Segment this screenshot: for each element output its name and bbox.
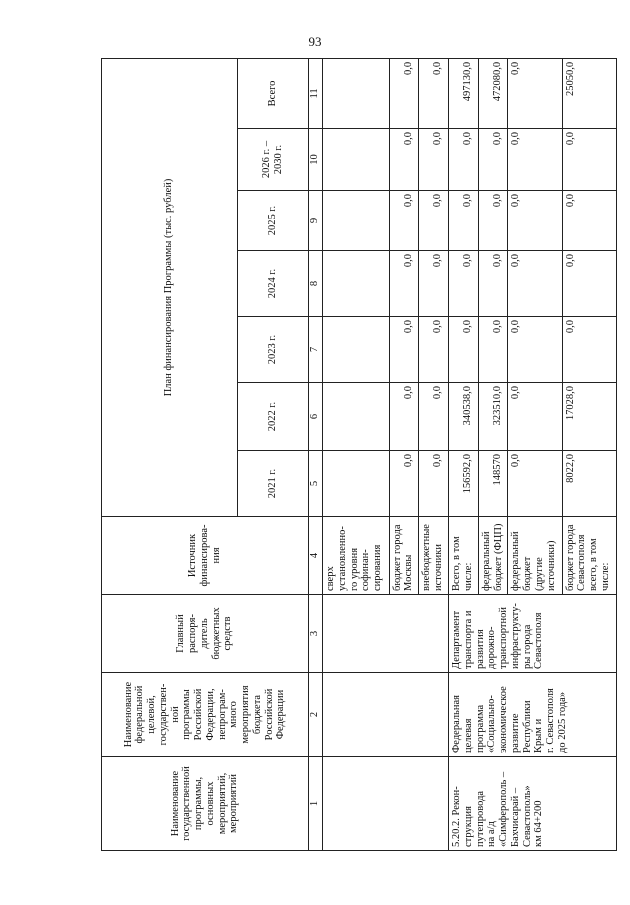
- header-federal-program: Наименование федеральной целевой, государствен- ной программы Российской Федерации, непрограм- много мероприятия бюджета Российской Федерации: [102, 673, 309, 757]
- table-row-cofinancing: [323, 58, 389, 850]
- column-number: 6: [308, 383, 323, 451]
- value-cell: 472080,0: [478, 58, 508, 128]
- header-year-2021: 2021 г.: [237, 451, 308, 517]
- value-cell: [323, 451, 389, 517]
- column-number: 5: [308, 451, 323, 517]
- column-number: 3: [308, 595, 323, 673]
- column-numbers-row: [308, 58, 323, 850]
- financing-plan-table: [101, 58, 617, 851]
- value-cell: 0,0: [389, 383, 419, 451]
- value-cell: 0,0: [478, 251, 508, 317]
- header-total: Всего: [237, 58, 308, 128]
- cell-empty: [323, 673, 449, 757]
- event-name-cell: 5.20.2. Рекон- струкция путепровода на а/д «Симферополь – Бахчисарай – Севастополь» км 64+200: [449, 757, 617, 851]
- value-cell: 25050,0: [562, 58, 616, 128]
- value-cell: 0,0: [389, 251, 419, 317]
- value-cell: 0,0: [419, 451, 449, 517]
- value-cell: 0,0: [562, 129, 616, 191]
- value-cell: 0,0: [478, 129, 508, 191]
- source-cell: федеральный бюджет (другие источники): [508, 517, 562, 595]
- value-cell: [323, 129, 389, 191]
- value-cell: 323510,0: [478, 383, 508, 451]
- column-number: 8: [308, 251, 323, 317]
- value-cell: 0,0: [389, 317, 419, 383]
- value-cell: 0,0: [419, 129, 449, 191]
- value-cell: 17028,0: [562, 383, 616, 451]
- value-cell: 0,0: [562, 251, 616, 317]
- header-row-top: [102, 58, 238, 850]
- value-cell: 340538,0: [449, 383, 479, 451]
- value-cell: 0,0: [508, 383, 562, 451]
- value-cell: 0,0: [449, 251, 479, 317]
- header-funding-source: Источник финансирова- ния: [102, 517, 309, 595]
- source-cell: федеральный бюджет (ФЦП): [478, 517, 508, 595]
- column-number: 4: [308, 517, 323, 595]
- value-cell: [323, 251, 389, 317]
- column-number: 11: [308, 58, 323, 128]
- column-number: 1: [308, 757, 323, 851]
- source-cell: внебюджетные источники: [419, 517, 449, 595]
- header-program-name: Наименование государственной программы, основных мероприятий, мероприятий: [102, 757, 309, 851]
- value-cell: 0,0: [389, 191, 419, 251]
- value-cell: 497130,0: [449, 58, 479, 128]
- federal-program-cell: Федеральная целевая программа «Социально- экономическое развитие Республики Крым и г. Севастополя до 2025 года»: [449, 673, 617, 757]
- value-cell: [323, 58, 389, 128]
- value-cell: 0,0: [389, 58, 419, 128]
- source-cell: бюджет города Севастополя всего, в том числе:: [562, 517, 616, 595]
- value-cell: 0,0: [419, 251, 449, 317]
- header-year-2026-2030: 2026 г. – 2030 г.: [237, 129, 308, 191]
- value-cell: 156592,0: [449, 451, 479, 517]
- rotated-page-area: [101, 59, 617, 851]
- value-cell: 0,0: [449, 191, 479, 251]
- column-number: 10: [308, 129, 323, 191]
- value-cell: 148570: [478, 451, 508, 517]
- cell-empty: [323, 595, 449, 673]
- value-cell: 0,0: [449, 317, 479, 383]
- value-cell: 0,0: [508, 251, 562, 317]
- value-cell: 0,0: [508, 317, 562, 383]
- value-cell: 0,0: [508, 58, 562, 128]
- table-row-event-total: [449, 58, 479, 850]
- value-cell: 0,0: [478, 317, 508, 383]
- financing-table-wrapper: [101, 59, 617, 851]
- value-cell: 0,0: [508, 191, 562, 251]
- value-cell: 0,0: [419, 383, 449, 451]
- column-number: 2: [308, 673, 323, 757]
- header-year-2022: 2022 г.: [237, 383, 308, 451]
- header-year-2024: 2024 г.: [237, 251, 308, 317]
- page-number: 93: [308, 34, 322, 49]
- header-year-2025: 2025 г.: [237, 191, 308, 251]
- source-cell: сверх установленно- го уровня софинан- сирования: [323, 517, 389, 595]
- value-cell: 0,0: [449, 129, 479, 191]
- header-year-2023: 2023 г.: [237, 317, 308, 383]
- source-cell: бюджет города Москвы: [389, 517, 419, 595]
- source-cell: Всего, в том числе:: [449, 517, 479, 595]
- value-cell: 8022,0: [562, 451, 616, 517]
- header-financing-plan: План финансирования Программы (тыс. рублей): [102, 58, 238, 516]
- value-cell: [323, 317, 389, 383]
- value-cell: [323, 191, 389, 251]
- value-cell: 0,0: [478, 191, 508, 251]
- column-number: 7: [308, 317, 323, 383]
- value-cell: 0,0: [562, 191, 616, 251]
- value-cell: 0,0: [508, 451, 562, 517]
- value-cell: 0,0: [508, 129, 562, 191]
- value-cell: 0,0: [562, 317, 616, 383]
- header-budget-manager: Главный распоря- дитель бюджетных средств: [102, 595, 309, 673]
- value-cell: [323, 383, 389, 451]
- cell-empty: [323, 757, 449, 851]
- column-number: 9: [308, 191, 323, 251]
- value-cell: 0,0: [389, 451, 419, 517]
- value-cell: 0,0: [419, 58, 449, 128]
- value-cell: 0,0: [419, 191, 449, 251]
- budget-manager-cell: Департамент транспорта и развития дорожно- транспортной инфраструкту- ры города Севастополя: [449, 595, 617, 673]
- value-cell: 0,0: [389, 129, 419, 191]
- value-cell: 0,0: [419, 317, 449, 383]
